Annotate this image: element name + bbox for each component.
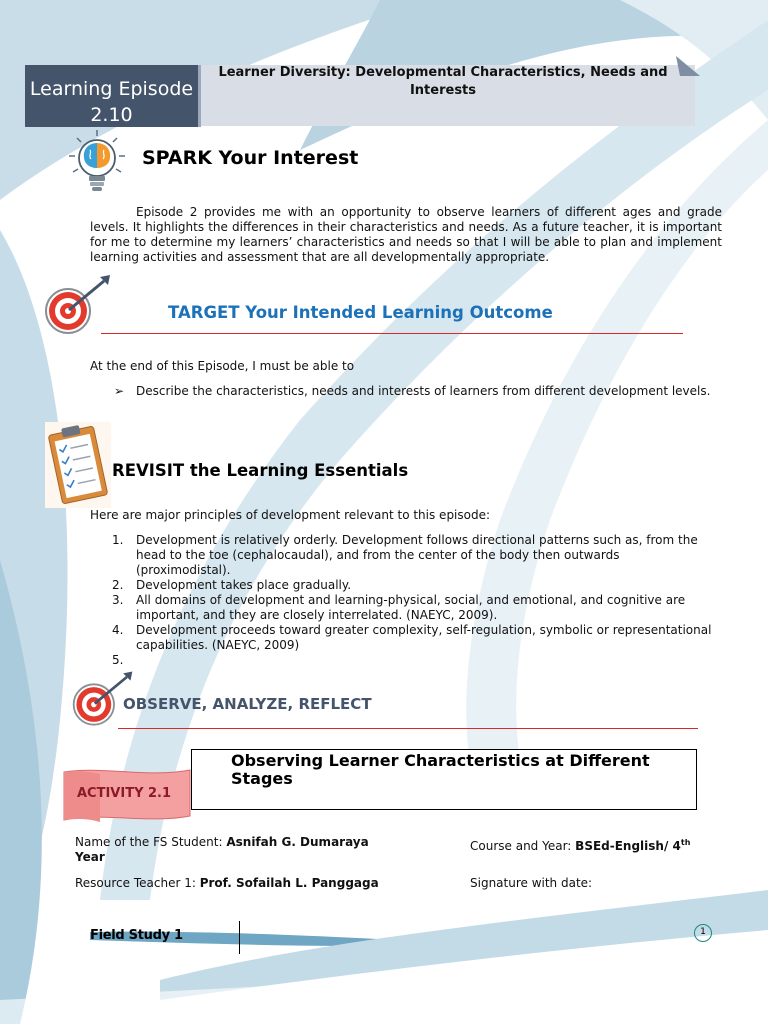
target-divider — [101, 333, 683, 334]
list-text: All domains of development and learning-physical, social, and emotional, and cognitive are important, and they are closely interrelated. (NAEYC, 2009). — [136, 593, 686, 622]
revisit-heading: REVISIT the Learning Essentials — [112, 461, 409, 480]
list-item — [112, 578, 717, 593]
list-item — [112, 653, 717, 668]
observe-divider — [118, 728, 698, 729]
page-title: Learner Diversity: Developmental Characteristics, Needs and Interests — [218, 65, 668, 98]
footer-divider — [239, 921, 240, 954]
revisit-intro: Here are major principles of development relevant to this episode: — [90, 508, 491, 522]
bullet-arrow-icon: ➢ — [114, 384, 125, 398]
list-text: Development takes place gradually. — [136, 578, 352, 592]
target-arrow-icon — [42, 275, 114, 335]
student-name-value: Asnifah G. Dumaraya — [226, 835, 369, 849]
course-value: BSEd-English/ 4 — [575, 839, 681, 853]
target-heading: TARGET Your Intended Learning Outcome — [168, 303, 553, 322]
activity-label: ACTIVITY 2.1 — [77, 786, 172, 801]
episode-label: Learning Episode 2.10 — [29, 78, 194, 126]
observe-heading: OBSERVE, ANALYZE, REFLECT — [123, 695, 372, 713]
footer-label: Field Study 1 — [90, 928, 183, 943]
spark-paragraph: Episode 2 provides me with an opportunity to observe learners of different ages and grade levels. It highlights the differences in their characteristics and needs. As a future teacher, it is important for me to determine my learners’ characteristics and needs so that I will be able to plan and implement learning activities and assessment that are all developmentally appropriate. — [90, 205, 722, 264]
course-year-field — [470, 835, 690, 854]
student-name-field — [75, 835, 369, 850]
list-number: 5. — [112, 653, 124, 667]
activity-title: Observing Learner Characteristics at Different Stages — [231, 751, 650, 788]
list-item — [112, 533, 717, 578]
episode-label-box — [25, 65, 201, 127]
clipboard-checklist-icon — [45, 422, 111, 508]
course-label: Course and Year: — [470, 839, 572, 853]
signature-field: Signature with date: — [470, 876, 593, 890]
list-text: Development proceeds toward greater complexity, self-regulation, symbolic or representational capabilities. (NAEYC, 2009) — [136, 623, 712, 652]
list-text: Development is relatively orderly. Development follows directional patterns such as, from the head to the toe (cephalocaudal), and from the center of the body then outwards (proximodistal). — [136, 533, 698, 577]
student-name-label: Name of the FS Student: — [75, 835, 223, 849]
principles-list — [112, 533, 717, 668]
lightbulb-brain-icon — [66, 128, 128, 198]
corner-triangle-icon — [676, 56, 700, 76]
bullet-text: Describe the characteristics, needs and interests of learners from different development levels. — [136, 384, 711, 398]
course-year-continuation: Year — [75, 850, 105, 864]
resource-teacher-field — [75, 876, 379, 891]
teacher-value: Prof. Sofailah L. Panggaga — [199, 876, 379, 890]
target-intro: At the end of this Episode, I must be able to — [90, 359, 355, 373]
spark-heading: SPARK Your Interest — [142, 147, 359, 169]
list-number: 3. — [112, 593, 124, 607]
list-number: 4. — [112, 623, 124, 637]
list-item — [112, 623, 717, 653]
list-item — [114, 384, 714, 399]
page-number: 1 — [694, 924, 712, 942]
teacher-label: Resource Teacher 1: — [75, 876, 196, 890]
course-superscript: th — [680, 838, 691, 847]
list-item — [112, 593, 717, 623]
list-number: 2. — [112, 578, 124, 592]
list-number: 1. — [112, 533, 124, 547]
